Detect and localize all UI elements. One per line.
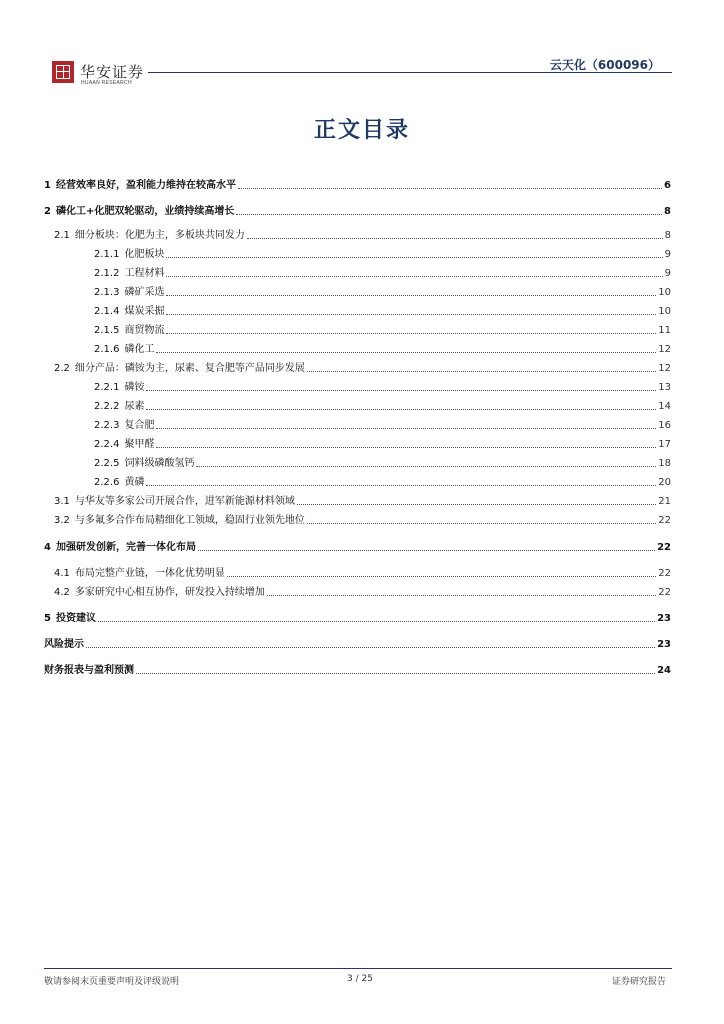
dot-leader: [227, 576, 656, 577]
toc-entry-text: 加强研发创新，完善一体化布局: [55, 542, 196, 553]
toc-entry-text: 化肥板块: [124, 249, 165, 260]
toc-entry-page: 22: [658, 587, 671, 598]
toc-entry-label: [94, 344, 154, 356]
toc-entry-label: [94, 401, 144, 413]
toc-entry[interactable]: [44, 581, 671, 599]
dot-leader: [98, 621, 655, 622]
toc-entry-label: [94, 477, 144, 489]
toc-entry-number: 2.2.2: [94, 401, 120, 412]
toc-entry[interactable]: [44, 509, 671, 527]
toc-entry-label: [44, 639, 84, 651]
toc-entry[interactable]: [44, 562, 671, 580]
dot-leader: [166, 257, 662, 258]
dot-leader: [166, 333, 656, 334]
toc-entry[interactable]: [44, 262, 671, 280]
toc-entry-page: 8: [664, 206, 671, 217]
toc-entry-page: 22: [658, 568, 671, 579]
toc-entry-text: 工程材料: [124, 268, 165, 279]
dot-leader: [307, 523, 656, 524]
toc-entry[interactable]: [44, 414, 671, 432]
toc-entry[interactable]: [44, 281, 671, 299]
toc-entry-page: 11: [658, 325, 671, 336]
toc-entry-number: 2.1.1: [94, 249, 120, 260]
toc-entry-number: 2.1: [54, 230, 70, 241]
dot-leader: [166, 314, 656, 315]
toc-entry-number: 3.2: [54, 515, 70, 526]
toc-entry-number: 4.1: [54, 568, 70, 579]
toc-entry-label: [54, 496, 295, 508]
toc-entry-text: 布局完整产业链，一体化优势明显: [74, 568, 225, 579]
toc-entry-label: [54, 515, 305, 527]
toc-entry[interactable]: [44, 300, 671, 318]
footer-disclaimer: 敬请参阅末页重要声明及评级说明: [44, 977, 180, 987]
dot-leader: [156, 352, 656, 353]
toc-heading: 正文目录: [313, 118, 410, 143]
toc-entry-page: 13: [658, 382, 671, 393]
toc-entry-label: [44, 665, 134, 677]
dot-leader: [267, 595, 656, 596]
toc-entry[interactable]: [44, 174, 671, 192]
toc-entry-text: 磷化工: [124, 344, 155, 355]
toc-entry[interactable]: [44, 200, 671, 218]
toc-entry-page: 23: [657, 613, 671, 624]
toc-entry[interactable]: [44, 357, 671, 375]
toc-entry[interactable]: [44, 633, 671, 651]
dot-leader: [136, 673, 655, 674]
toc-entry-number: 2.1.6: [94, 344, 120, 355]
dot-leader: [146, 485, 656, 486]
toc-entry-text: 细分产品：磷铵为主，尿素、复合肥等产品同步发展: [74, 363, 305, 374]
toc-entry-label: [44, 180, 236, 192]
toc-entry-text: 复合肥: [124, 420, 155, 431]
dot-leader: [247, 238, 663, 239]
toc-entry[interactable]: [44, 243, 671, 261]
toc-entry-page: 12: [658, 363, 671, 374]
toc-entry-text: 饲料级磷酸氢钙: [124, 458, 195, 469]
toc-entry-label: [94, 439, 154, 451]
dot-leader: [156, 447, 656, 448]
toc-entry[interactable]: [44, 536, 671, 554]
toc-entry-page: 10: [658, 306, 671, 317]
toc-entry-label: [44, 613, 96, 625]
toc-entry-number: 1: [44, 180, 51, 191]
toc-entry-text: 风险提示: [44, 639, 84, 650]
toc-entry-number: 2.2: [54, 363, 70, 374]
toc-entry-label: [94, 306, 164, 318]
toc-entry-text: 经营效率良好，盈利能力维持在较高水平: [55, 180, 236, 191]
toc-entry-text: 黄磷: [124, 477, 145, 488]
footer-doc-type: 证券研究报告: [611, 977, 666, 987]
dot-leader: [198, 550, 655, 551]
toc-entry-label: [94, 458, 194, 470]
toc-entry[interactable]: [44, 471, 671, 489]
toc-entry-label: [54, 230, 245, 242]
toc-entry-page: 9: [664, 249, 671, 260]
toc-entry-number: 2.1.2: [94, 268, 120, 279]
dot-leader: [297, 504, 656, 505]
toc-entry[interactable]: [44, 395, 671, 413]
toc-entry[interactable]: [44, 224, 671, 242]
dot-leader: [238, 188, 662, 189]
toc-entry-number: 2.2.4: [94, 439, 120, 450]
toc-entry-label: [94, 287, 164, 299]
toc-entry-page: 18: [658, 458, 671, 469]
toc-entry-text: 与多氟多合作布局精细化工领域，稳固行业领先地位: [74, 515, 305, 526]
toc-entry-number: 2.1.4: [94, 306, 120, 317]
report-title: 云天化（600096）: [549, 58, 660, 72]
toc-entry[interactable]: [44, 659, 671, 677]
toc-entry[interactable]: [44, 338, 671, 356]
toc-entry-page: 9: [664, 268, 671, 279]
toc-entry-page: 21: [658, 496, 671, 507]
toc-entry-number: 2: [44, 206, 51, 217]
toc-entry[interactable]: [44, 452, 671, 470]
toc-entry[interactable]: [44, 607, 671, 625]
toc-entry-label: [94, 268, 164, 280]
toc-entry-label: [94, 420, 154, 432]
dot-leader: [146, 390, 656, 391]
dot-leader: [146, 409, 656, 410]
toc-entry-label: [44, 206, 234, 218]
toc-entry-page: 24: [657, 665, 671, 676]
toc-entry-text: 细分板块：化肥为主，多板块共同发力: [74, 230, 245, 241]
dot-leader: [307, 371, 656, 372]
toc-entry-text: 与华友等多家公司开展合作，进军新能源材料领域: [74, 496, 295, 507]
toc-entry-page: 22: [657, 542, 671, 553]
dot-leader: [86, 647, 655, 648]
toc-entry-page: 17: [658, 439, 671, 450]
dot-leader: [196, 466, 656, 467]
toc-entry-label: [54, 568, 225, 580]
header-divider: [148, 72, 672, 73]
toc-entry[interactable]: [44, 319, 671, 337]
toc-entry-page: 23: [657, 639, 671, 650]
toc-entry-number: 4.2: [54, 587, 70, 598]
toc-entry-text: 投资建议: [55, 613, 96, 624]
toc-entry-text: 商贸物流: [124, 325, 165, 336]
toc-entry-label: [44, 542, 196, 554]
toc-entry-page: 22: [658, 515, 671, 526]
toc-entry-label: [94, 249, 164, 261]
toc-entry-text: 磷化工+化肥双轮驱动，业绩持续高增长: [55, 206, 235, 217]
toc-entry[interactable]: [44, 433, 671, 451]
toc-entry-page: 14: [658, 401, 671, 412]
toc-entry[interactable]: [44, 490, 671, 508]
toc-entry[interactable]: [44, 376, 671, 394]
toc-entry-text: 财务报表与盈利预测: [44, 665, 134, 676]
toc-entry-page: 8: [664, 230, 671, 241]
toc-entry-number: 2.1.3: [94, 287, 120, 298]
page-number: 3 / 25: [347, 974, 373, 984]
toc-entry-page: 6: [664, 180, 671, 191]
brand-name: 华安证券: [80, 63, 145, 81]
toc-entry-label: [54, 363, 305, 375]
toc-entry-text: 聚甲醛: [124, 439, 155, 450]
toc-entry-number: 2.2.6: [94, 477, 120, 488]
dot-leader: [166, 276, 662, 277]
toc-entry-page: 16: [658, 420, 671, 431]
toc-entry-page: 12: [658, 344, 671, 355]
toc-entry-page: 10: [658, 287, 671, 298]
toc-entry-number: 2.2.1: [94, 382, 120, 393]
toc-entry-number: 2.2.5: [94, 458, 120, 469]
footer-divider: [44, 968, 672, 969]
toc-entry-number: 3.1: [54, 496, 70, 507]
dot-leader: [156, 428, 656, 429]
toc-entry-label: [94, 325, 164, 337]
toc-entry-number: 2.2.3: [94, 420, 120, 431]
dot-leader: [236, 214, 662, 215]
toc-entry-label: [54, 587, 265, 599]
toc-entry-number: 5: [44, 613, 51, 624]
company-logo: [52, 61, 74, 83]
toc-entry-text: 多家研究中心相互协作，研发投入持续增加: [74, 587, 265, 598]
brand-subtitle: HUAAN RESEARCH: [81, 80, 132, 86]
dot-leader: [166, 295, 656, 296]
toc-entry-number: 2.1.5: [94, 325, 120, 336]
toc-entry-text: 磷矿采选: [124, 287, 165, 298]
toc-entry-text: 磷铵: [124, 382, 145, 393]
toc-entry-text: 煤炭采掘: [124, 306, 165, 317]
toc-entry-label: [94, 382, 144, 394]
toc-entry-page: 20: [658, 477, 671, 488]
toc-entry-number: 4: [44, 542, 51, 553]
toc-entry-text: 尿素: [124, 401, 145, 412]
